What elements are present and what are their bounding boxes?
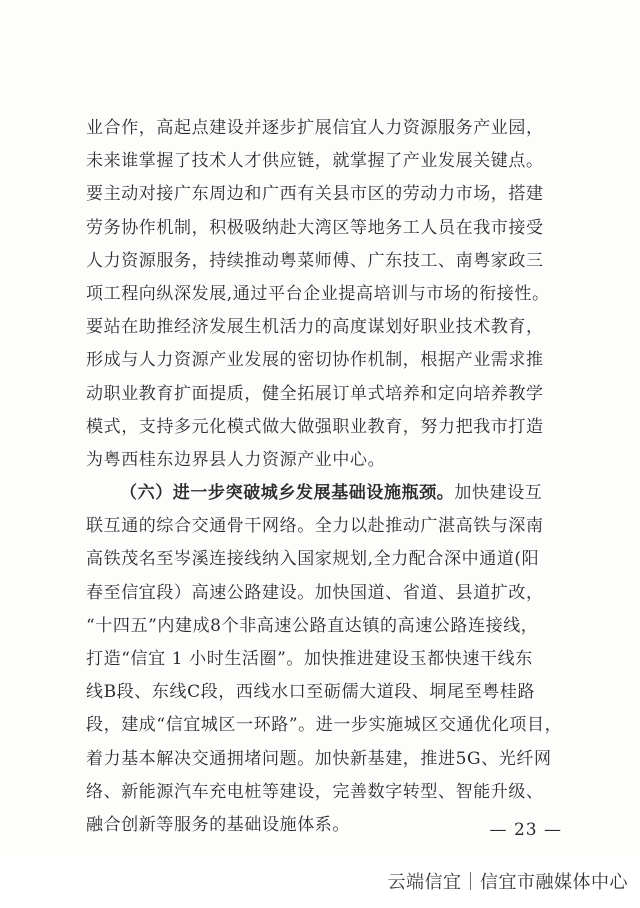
page-number: — 23 — [489, 820, 562, 840]
text-line: 融合创新等服务的基础设施体系。 [86, 814, 350, 835]
text-line: 业合作，高起点建设并逐步扩展信宜人力资源服务产业园， [86, 118, 544, 138]
text-line: 人力资源服务，持续推动粤菜师傅、广东技工、南粤家政三 [86, 250, 544, 271]
text-line: 春至信宜段）高速公路建设。加快国道、省道、县道扩改， [86, 582, 544, 603]
section-heading-line [86, 477, 572, 510]
text-span: 加快建设互 [454, 483, 543, 504]
text-line: 未来谁掌握了技术人才供应链，就掌握了产业发展关键点。 [86, 151, 544, 172]
section-heading: （六）进一步突破城乡发展基础设施瓶颈。 [120, 483, 455, 504]
footer-bar [0, 856, 640, 908]
source-watermark: 云端信宜｜信宜市融媒体中心 [387, 872, 628, 893]
text-line: 段，建成“信宜城区一环路”。进一步实施城区交通优化项目， [86, 715, 563, 736]
text-line: 络、新能源汽车充电桩等建设，完善数字转型、智能升级、 [86, 781, 544, 802]
text-line: “十四五”内建成8个非高速公路直达镇的高速公路连接线， [86, 615, 539, 636]
text-line: 高铁茂名至岑溪连接线纳入国家规划,全力配合深中通道(阳 [86, 549, 540, 570]
text-line: 动职业教育扩面提质，健全拓展订单式培养和定向培养教学 [86, 383, 544, 404]
body-text [86, 112, 572, 842]
text-line: 为粤西桂东边界县人力资源产业中心。 [86, 449, 386, 470]
text-line: 联互通的综合交通骨干网络。全力以赴推动广湛高铁与深南 [86, 516, 544, 537]
text-line: 要主动对接广东周边和广西有关县市区的劳动力市场，搭建 [86, 184, 544, 205]
text-line: 打造“信宜 1 小时生活圈”。加快推进建设玉都快速干线东 [86, 649, 533, 669]
text-line: 要站在助推经济发展生机活力的高度谋划好职业技术教育， [86, 317, 544, 338]
text-line: 线B段、东线C段，西线水口至砺儒大道段、垌尾至粤桂路 [86, 682, 536, 703]
text-line: 项工程向纵深发展,通过平台企业提高培训与市场的衔接性。 [86, 283, 550, 304]
text-line: 劳务协作机制，积极吸纳赴大湾区等地务工人员在我市接受 [86, 217, 544, 238]
text-line: 着力基本解决交通拥堵问题。加快新基建，推进5G、光纤网 [86, 748, 552, 769]
text-line: 模式，支持多元化模式做大做强职业教育，努力把我市打造 [86, 416, 544, 437]
text-line: 形成与人力资源产业发展的密切协作机制，根据产业需求推 [86, 350, 544, 371]
